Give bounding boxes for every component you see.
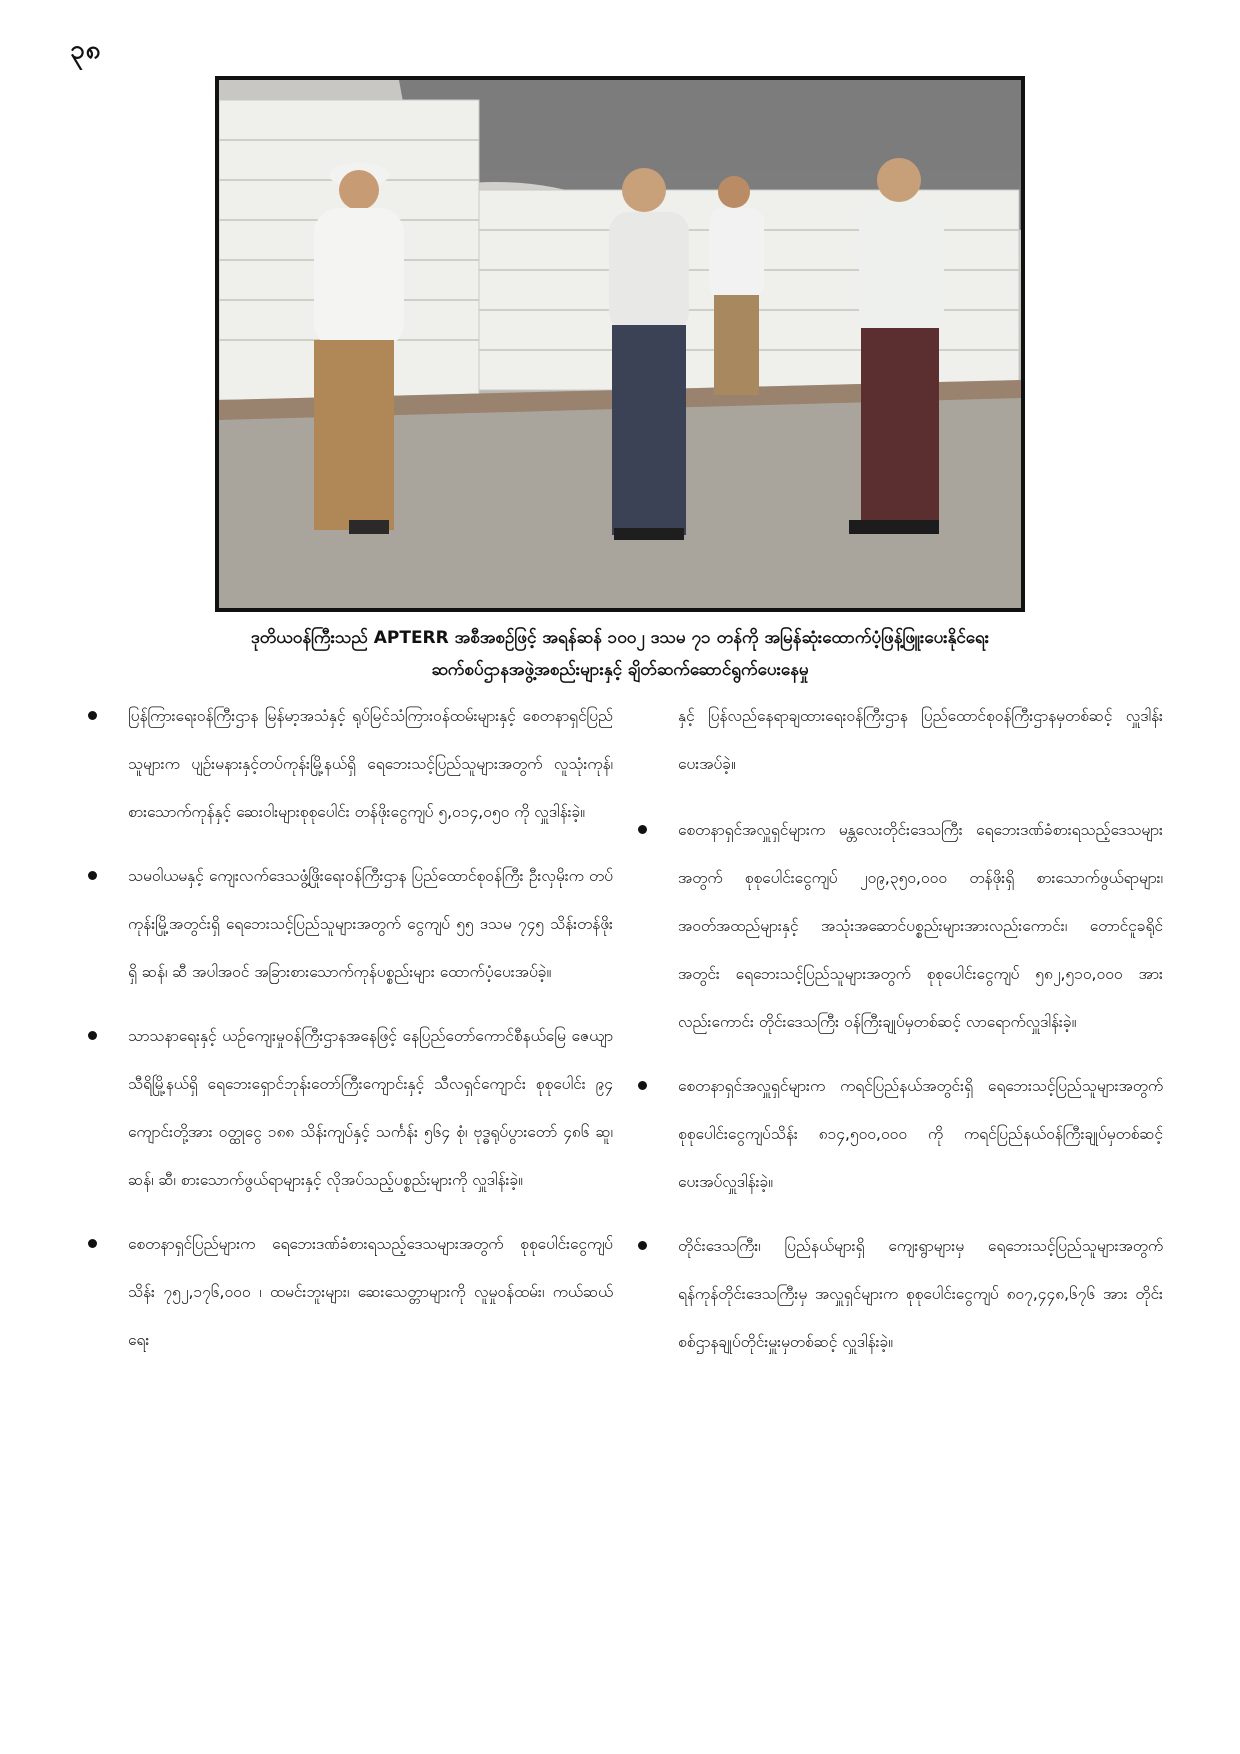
list-item-text: စေတနာရှင်အလှူရှင်များက ကရင်ပြည်နယ်အတွင်းရှိ ရေဘေးသင့်ပြည်သူများအတွက် စုစုပေါင်းငွေကျပ်သိန်း ၈၁၄,၅၀၀,၀၀၀ ကို ကရင်ပြည်နယ်ဝန်ကြီးချုပ်မှတစ်ဆင့် ပေးအပ်လှူဒါန်းခဲ့။ [678,1077,1163,1191]
list-item-text: တိုင်းဒေသကြီး၊ ပြည်နယ်များရှိ ကျေးရွာများမှ ရေဘေးသင့်ပြည်သူများအတွက် ရန်ကုန်တိုင်းဒေသကြီးမှ အလှူရှင်များက စုစုပေါင်းငွေကျပ် ၈၀၇,၄၄၈,၆၇၆ အား တိုင်းစစ်ဌာနချုပ်တိုင်းမှူးမှတစ်ဆင့် လှူဒါန်းခဲ့။ [678,1237,1163,1351]
list-item [88,692,613,836]
list-item [638,1222,1163,1366]
caption-line-2: ဆက်စပ်ဌာနအဖွဲ့အစည်းများနှင့် ချိတ်ဆက်ဆောင်ရွက်ပေးနေမှု [431,660,809,680]
right-column [638,692,1163,1382]
bullet-icon [638,1241,647,1250]
list-item-text: စေတနာရှင်ပြည်များက ရေဘေးဒဏ်ခံစားရသည့်ဒေသများအတွက် စုစုပေါင်းငွေကျပ်သိန်း ၇၅၂,၁၇၆,၀၀၀ ၊ ထမင်းဘူးများ၊ ဆေးသေတ္တာများကို လူမှုဝန်ထမ်း၊ ကယ်ဆယ်ရေး [128,1235,613,1349]
list-item-text: ပြန်ကြားရေးဝန်ကြီးဌာန မြန်မာ့အသံနှင့် ရုပ်မြင်သံကြားဝန်ထမ်းများနှင့် စေတနာရှင်ပြည်သူများက ပျဉ်းမနားနှင့်တပ်ကုန်းမြို့နယ်ရှိ ရေဘေးသင့်ပြည်သူများအတွက် လူသုံးကုန်၊ စားသောက်ကုန်နှင့် ဆေးဝါးများစုစုပေါင်း တန်ဖိုးငွေကျပ် ၅,၀၁၄,၀၅၀ ကို လှူဒါန်းခဲ့။ [128,707,613,821]
bullet-icon [88,871,97,880]
photo-caption [120,622,1120,686]
list-item [88,1012,613,1204]
news-photo [215,76,1025,612]
bullet-icon [638,1081,647,1090]
list-item [638,806,1163,1046]
bullet-icon [638,825,647,834]
list-item-text: သမဝါယမနှင့် ကျေးလက်ဒေသဖွံ့ဖြိုးရေးဝန်ကြီးဌာန ပြည်ထောင်စုဝန်ကြီး ဦးလှမိုးက တပ်ကုန်းမြို့အတွင်းရှိ ရေဘေးသင့်ပြည်သူများအတွက် ငွေကျပ် ၅၅ ဒသမ ၇၄၅ သိန်းတန်ဖိုးရှိ ဆန်၊ ဆီ အပါအဝင် အခြားစားသောက်ကုန်ပစ္စည်းများ ထောက်ပံ့ပေးအပ်ခဲ့။ [128,867,613,981]
bullet-icon [88,1239,97,1248]
caption-line-1: ဒုတိယဝန်ကြီးသည် APTERR အစီအစဉ်ဖြင့် အရန်ဆန် ၁၀၀၂ ဒသမ ၇၁ တန်ကို အမြန်ဆုံးထောက်ပံ့ဖြန့်ဖြူးပေးနိုင်ရေး [250,628,990,648]
page-number: ၃၈ [70,35,102,65]
bullet-icon [88,1031,97,1040]
photo-icon [219,80,1021,608]
list-item-text: စေတနာရှင်အလှူရှင်များက မန္တလေးတိုင်းဒေသကြီး ရေဘေးဒဏ်ခံစားရသည့်ဒေသများအတွက် စုစုပေါင်းငွေကျပ် ၂၀၉,၃၅၀,၀၀၀ တန်ဖိုးရှိ စားသောက်ဖွယ်ရာများ၊ အဝတ်အထည်များနှင့် အသုံးအဆောင်ပစ္စည်းများအားလည်းကောင်း၊ တောင်ငူခရိုင်အတွင်း ရေဘေးသင့်ပြည်သူများအတွက် စုစုပေါင်းငွေကျပ် ၅၈၂,၅၁၀,၀၀၀ အားလည်းကောင်း တိုင်းဒေသကြီး ဝန်ကြီးချုပ်မှတစ်ဆင့် လာရောက်လှူဒါန်းခဲ့။ [678,821,1163,1031]
list-item [638,1062,1163,1206]
list-item [88,1220,613,1364]
left-column [88,692,613,1380]
bullet-icon [88,711,97,720]
list-item-text: နှင့် ပြန်လည်နေရာချထားရေးဝန်ကြီးဌာန ပြည်ထောင်စုဝန်ကြီးဌာနမှတစ်ဆင့် လှူဒါန်းပေးအပ်ခဲ့။ [678,707,1163,773]
list-item [88,852,613,996]
list-item-text: သာသနာရေးနှင့် ယဉ်ကျေးမှုဝန်ကြီးဌာနအနေဖြင့် နေပြည်တော်ကောင်စီနယ်မြေ ဇေယျာသီရိမြို့နယ်ရှိ ရေဘေးရှောင်ဘုန်းတော်ကြီးကျောင်းနှင့် သီလရှင်ကျောင်း စုစုပေါင်း ၉၄ ကျောင်းတို့အား ဝတ္ထုငွေ ၁၈၈ သိန်းကျပ်နှင့် သင်္ကန်း ၅၆၄ စုံ၊ ဗုဒ္ဓရုပ်ပွားတော် ၄၈၆ ဆူ၊ ဆန်၊ ဆီ၊ စားသောက်ဖွယ်ရာများနှင့် လိုအပ်သည့်ပစ္စည်းများကို လှူဒါန်းခဲ့။ [128,1027,613,1189]
list-item-continuation [638,692,1163,788]
